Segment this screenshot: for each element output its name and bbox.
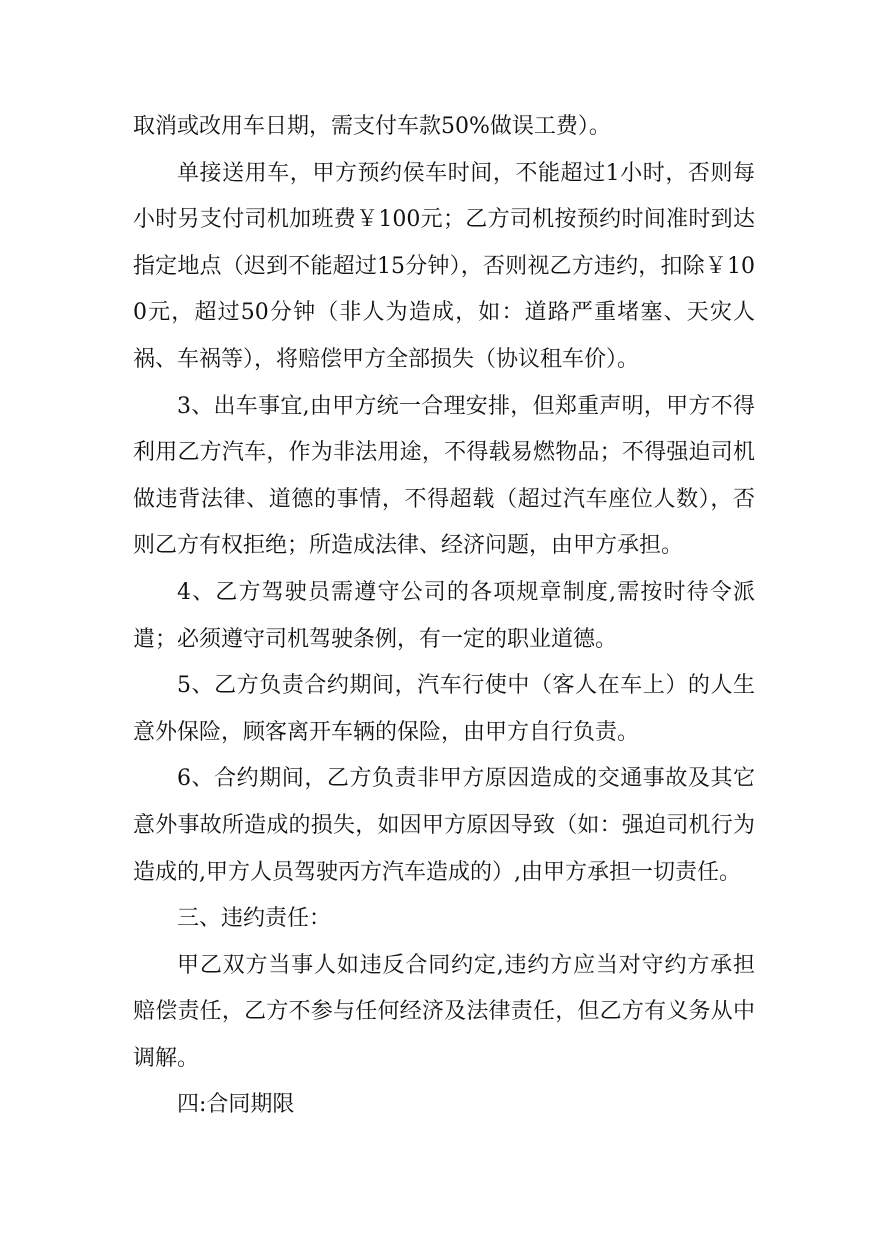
section-heading-term: 四:合同期限 (177, 1092, 295, 1118)
document-body (133, 104, 755, 1129)
paragraph-2: 单接送用车，甲方预约侯车时间，不能超过1小时，否则每小时另支付司机加班费￥100元；乙方司机按预约时间准时到达指定地点（迟到不能超过15分钟），否则视乙方违约，扣除￥100元，超过50分钟（非人为造成，如：道路严重堵塞、天灾人祸、车祸等），将赔偿甲方全部损失（协议租车价）。 (133, 160, 755, 372)
paragraph-5: 5、乙方负责合约期间，汽车行使中（客人在车上）的人生意外保险，顾客离开车辆的保险，由甲方自行负责。 (133, 673, 755, 745)
section-heading-breach: 三、违约责任： (177, 906, 332, 932)
paragraph-6: 6、合约期间，乙方负责非甲方原因造成的交通事故及其它意外事故所造成的损失，如因甲方原因导致（如：强迫司机行为造成的,甲方人员驾驶丙方汽车造成的）,由甲方承担一切责任。 (133, 766, 755, 885)
paragraph-4: 4、乙方驾驶员需遵守公司的各项规章制度,需按时待令派遣；必须遵守司机驾驶条例，有一定的职业道德。 (133, 579, 755, 652)
paragraph-3: 3、出车事宜,由甲方统一合理安排，但郑重声明，甲方不得利用乙方汽车，作为非法用途，不得载易燃物品；不得强迫司机做违背法律、道德的事情，不得超载（超过汽车座位人数），否则乙方有权拒绝；所造成法律、经济问题，由甲方承担。 (133, 393, 755, 559)
paragraph-breach: 甲乙双方当事人如违反合同约定,违约方应当对守约方承担赔偿责任，乙方不参与任何经济及法律责任，但乙方有义务从中调解。 (133, 952, 755, 1071)
paragraph-1: 取消或改用车日期，需支付车款50%做误工费）。 (133, 114, 611, 139)
